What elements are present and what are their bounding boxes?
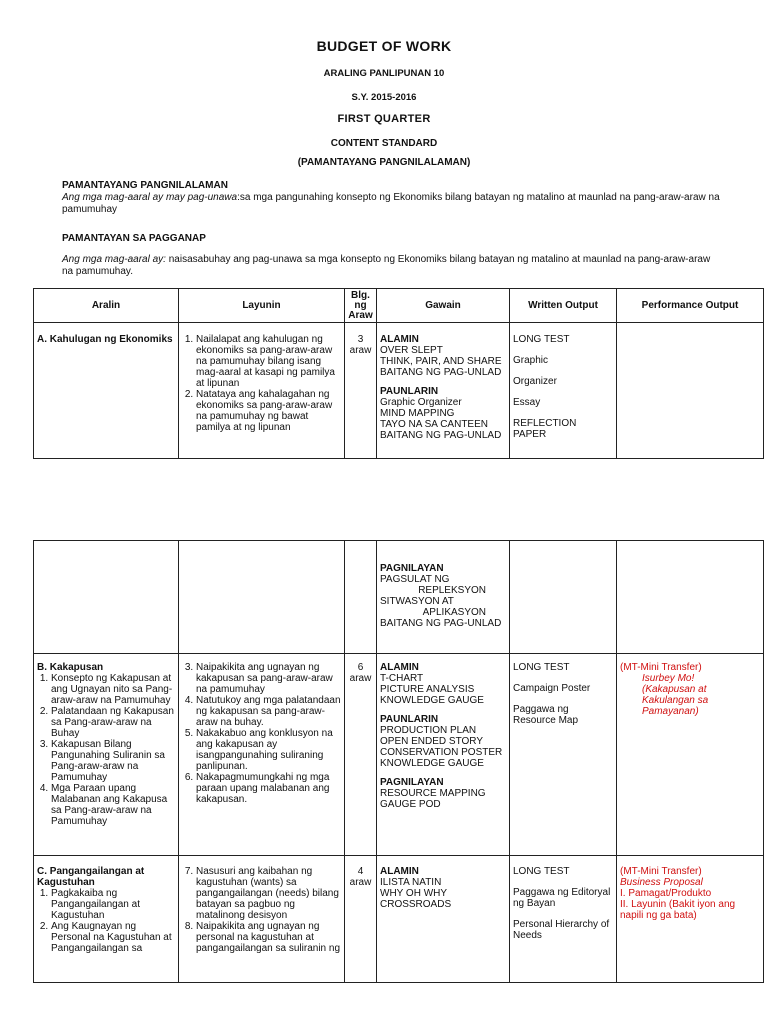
list-item: Isurbey Mo! <box>642 673 695 684</box>
list-item: Personal Hierarchy of Needs <box>513 919 610 941</box>
content-standard-translation: (PAMANTAYANG PANGNILALAMAN) <box>297 157 471 168</box>
list-item: 5. Nakakabuo ang konklusyon na ang kakapusan ay isangpangunahing suliraning panlipunan. <box>196 728 341 772</box>
list-item: LONG TEST <box>513 662 570 673</box>
list-item: 3. Kakapusan Bilang Pangunahing Suliranin sa Pang-araw-araw na Pamumuhay <box>51 739 175 783</box>
alamin-label: ALAMIN <box>380 866 419 877</box>
header-aralin: Aralin <box>34 289 179 323</box>
list-item: LONG TEST <box>513 334 570 345</box>
aralin-title: B. Kakapusan <box>37 662 104 673</box>
section-body <box>62 254 722 278</box>
list-item: (Kakapusan at Kakulangan sa Pamayanan) <box>642 684 709 717</box>
layunin-cell <box>179 856 345 983</box>
table-row <box>34 323 764 459</box>
section-body <box>62 192 722 216</box>
gawain-cell <box>377 323 510 459</box>
list-item: APLIKASYON <box>422 607 486 618</box>
layunin-cell <box>179 654 345 856</box>
section-pangnilalaman <box>62 180 722 216</box>
list-item: Paggawa ng Resource Map <box>513 704 579 726</box>
section-lead: Ang mga mag-aaral ay: <box>62 254 166 265</box>
content-standard-title: CONTENT STANDARD <box>330 138 438 149</box>
list-item: BAITANG NG PAG-UNLAD <box>380 430 502 441</box>
layunin-cell <box>179 323 345 459</box>
section-heading: PAMANTAYAN SA PAGGANAP <box>62 233 206 244</box>
header-performance: Performance Output <box>617 289 764 323</box>
list-item: LONG TEST <box>513 866 570 877</box>
section-pagganap <box>62 233 722 278</box>
quarter-title: FIRST QUARTER <box>337 113 431 125</box>
list-item: Essay <box>513 397 541 408</box>
written-cell <box>510 654 617 856</box>
list-item: 3. Naipakikita ang ugnayan ng kakapusan sa pang-araw-araw na pamumuhay <box>196 662 341 695</box>
paunlarin-label: PAUNLARIN <box>380 714 439 725</box>
list-item: Paggawa ng Editoryal ng Bayan <box>513 887 611 909</box>
table-row <box>34 654 764 856</box>
written-cell <box>510 323 617 459</box>
list-item: 1. Konsepto ng Kakapusan at ang Ugnayan nito sa Pang-araw-araw na Pamumuhay <box>51 673 175 706</box>
list-item: Campaign Poster <box>513 683 591 694</box>
list-item: II. Layunin (Bakit iyon ang napili ng ga bata) <box>620 899 736 921</box>
list-item: SITWASYON AT <box>380 596 454 607</box>
list-item: 8. Naipakikita ang ugnayan ng personal na kagustuhan at pangangailangan sa suliranin ng <box>196 921 341 954</box>
section-text: naisasabuhay ang pag-unawa sa mga konsepto ng Ekonomiks bilang batayan ng matalino at maunlad na pang-araw-araw na pamumuhay. <box>62 254 711 277</box>
list-item: Organizer <box>513 376 557 387</box>
list-item: 1. Nailalapat ang kahulugan ng ekonomiks sa pang-araw-araw na pamumuhay bilang isang mag-aaral at kasapi ng pamilya at lipunan <box>196 334 341 389</box>
header-layunin: Layunin <box>179 289 345 323</box>
aralin-cell <box>34 856 179 983</box>
list-item: CROSSROADS <box>380 899 452 910</box>
list-item: RESOURCE MAPPING <box>380 788 486 799</box>
list-item: 6. Nakapagmumungkahi ng mga paraan upang malabanan ang kakapusan. <box>196 772 341 805</box>
pagnilayan-label: PAGNILAYAN <box>380 777 444 788</box>
section-heading: PAMANTAYANG PANGNILALAMAN <box>62 180 228 191</box>
document-title: BUDGET OF WORK <box>316 38 452 54</box>
aralin-cell <box>34 541 179 654</box>
aralin-cell: A. Kahulugan ng Ekonomiks <box>34 323 179 459</box>
list-item: REFLECTION PAPER <box>513 418 577 440</box>
aralin-cell <box>34 654 179 856</box>
list-item: PICTURE ANALYSIS <box>380 684 475 695</box>
alamin-label: ALAMIN <box>380 662 419 673</box>
performance-cell <box>617 541 764 654</box>
list-item: THINK, PAIR, AND SHARE <box>380 356 502 367</box>
table-header-row <box>34 289 764 323</box>
budget-table-2 <box>33 540 764 983</box>
section-text: :sa mga pangunahing konsepto ng Ekonomiks bilang batayan ng matalino at maunlad na pang-araw-araw na pamumuhay <box>62 192 720 215</box>
list-item: 1. Pagkakaiba ng Pangangailangan at Kagustuhan <box>51 888 175 921</box>
list-item: PAGSULAT NG <box>380 574 450 585</box>
aralin-title: C. Pangangailangan at Kagustuhan <box>37 866 145 888</box>
days-cell: 6 araw <box>345 654 377 856</box>
list-item: 2. Palatandaan ng Kakapusan sa Pang-araw-araw na Buhay <box>51 706 175 739</box>
list-item: CONSERVATION POSTER <box>380 747 503 758</box>
written-cell <box>510 541 617 654</box>
performance-title: (MT-Mini Transfer) <box>620 662 702 673</box>
budget-table-1 <box>33 288 764 459</box>
school-year: S.Y. 2015-2016 <box>351 92 417 103</box>
list-item: Graphic <box>513 355 549 366</box>
header-blg: Blg. ng Araw <box>345 289 377 323</box>
performance-cell <box>617 323 764 459</box>
list-item: OVER SLEPT <box>380 345 443 356</box>
list-item: 4. Mga Paraan upang Malabanan ang Kakapusa sa Pang-araw-araw na Pamumuhay <box>51 783 175 827</box>
list-item: BAITANG NG PAG-UNLAD <box>380 367 502 378</box>
days-cell: 4 araw <box>345 856 377 983</box>
performance-cell <box>617 856 764 983</box>
performance-title: (MT-Mini Transfer) <box>620 866 702 877</box>
list-item: 2. Ang Kaugnayan ng Personal na Kagustuhan at Pangangailangan sa <box>51 921 175 954</box>
section-lead: Ang mga mag-aaral ay may pag-unawa <box>62 192 238 203</box>
list-item: ILISTA NATIN <box>380 877 442 888</box>
table-row <box>34 541 764 654</box>
list-item: T-CHART <box>380 673 424 684</box>
layunin-cell <box>179 541 345 654</box>
list-item: Business Proposal <box>620 877 703 888</box>
list-item: 4. Natutukoy ang mga palatandaan ng kakapusan sa pang-araw-araw na buhay. <box>196 695 341 728</box>
paunlarin-label: PAUNLARIN <box>380 386 439 397</box>
list-item: TAYO NA SA CANTEEN <box>380 419 488 430</box>
header-written: Written Output <box>510 289 617 323</box>
list-item: KNOWLEDGE GAUGE <box>380 695 484 706</box>
subject-title: ARALING PANLIPUNAN 10 <box>323 68 445 79</box>
days-cell <box>345 541 377 654</box>
list-item: KNOWLEDGE GAUGE <box>380 758 484 769</box>
gawain-cell <box>377 541 510 654</box>
gawain-cell <box>377 856 510 983</box>
list-item: OPEN ENDED STORY <box>380 736 483 747</box>
list-item: GAUGE POD <box>380 799 441 810</box>
list-item: BAITANG NG PAG-UNLAD <box>380 618 502 629</box>
list-item: Graphic Organizer <box>380 397 462 408</box>
list-item: PRODUCTION PLAN <box>380 725 477 736</box>
list-item: REPLEKSYON <box>418 585 486 596</box>
list-item: I. Pamagat/Produkto <box>620 888 712 899</box>
performance-cell <box>617 654 764 856</box>
written-cell <box>510 856 617 983</box>
list-item: 7. Nasusuri ang kaibahan ng kagustuhan (wants) sa pangangailangan (needs) bilang batayan sa pagbuo ng matalinong desisyon <box>196 866 341 921</box>
days-cell: 3 araw <box>345 323 377 459</box>
alamin-label: ALAMIN <box>380 334 419 345</box>
list-item: MIND MAPPING <box>380 408 455 419</box>
header-gawain: Gawain <box>377 289 510 323</box>
pagnilayan-label: PAGNILAYAN <box>380 563 444 574</box>
list-item: WHY OH WHY <box>380 888 448 899</box>
table-row <box>34 856 764 983</box>
gawain-cell <box>377 654 510 856</box>
list-item: 2. Natataya ang kahalagahan ng ekonomiks sa pang-araw-araw na pamumuhay ng bawat pamilya at ng lipunan <box>196 389 341 433</box>
